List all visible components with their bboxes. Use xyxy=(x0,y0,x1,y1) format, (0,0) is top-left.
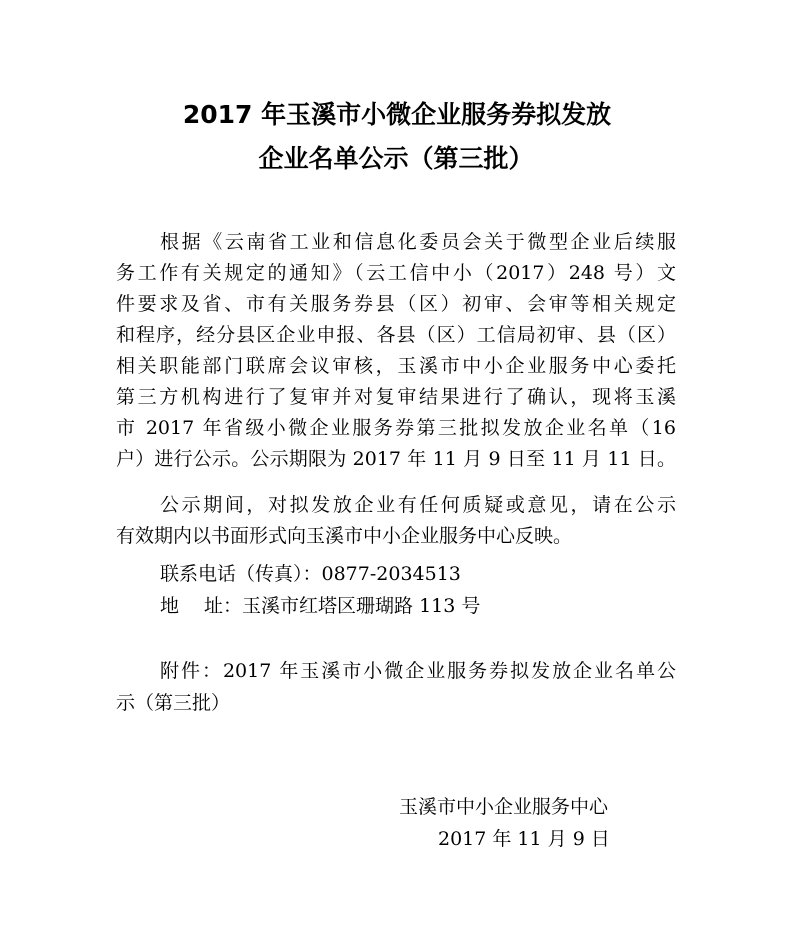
body-paragraph-2-line-2: 有效期内以书面形式向玉溪市中小企业服务中心反映。 xyxy=(116,525,573,547)
signature-date: 2017 年 11 月 9 日 xyxy=(438,828,610,850)
body-paragraph-1-line-4: 和程序，经分县区企业申报、各县（区）工信局初审、县（区） xyxy=(116,324,676,346)
document-title-line-2: 企业名单公示（第三批） xyxy=(258,144,534,173)
contact-address: 地 址：玉溪市红塔区珊瑚路 113 号 xyxy=(160,595,481,617)
contact-phone: 联系电话（传真）：0877-2034513 xyxy=(160,563,461,585)
body-paragraph-2-line-1: 公示期间，对拟发放企业有任何质疑或意见，请在公示 xyxy=(160,494,676,516)
document-title-line-1: 2017 年玉溪市小微企业服务券拟发放 xyxy=(182,100,612,129)
attachment-line-2: 示（第三批） xyxy=(116,692,231,714)
body-paragraph-1-line-8: 户）进行公示。公示期限为 2017 年 11 月 9 日至 11 月 11 日。 xyxy=(116,448,676,470)
body-paragraph-1-line-5: 相关职能部门联席会议审核，玉溪市中小企业服务中心委托 xyxy=(116,355,676,377)
body-paragraph-1-line-6: 第三方机构进行了复审并对复审结果进行了确认，现将玉溪 xyxy=(116,386,676,408)
attachment-line-1: 附件：2017 年玉溪市小微企业服务券拟发放企业名单公 xyxy=(160,660,676,682)
body-paragraph-1-line-3: 件要求及省、市有关服务券县（区）初审、会审等相关规定 xyxy=(116,293,676,315)
body-paragraph-1-line-7: 市 2017 年省级小微企业服务券第三批拟发放企业名单（16 xyxy=(116,417,676,439)
body-paragraph-1-line-2: 务工作有关规定的通知》（云工信中小（2017）248 号）文 xyxy=(116,262,676,284)
signature-organization: 玉溪市中小企业服务中心 xyxy=(399,796,609,818)
body-paragraph-1-line-1: 根据《云南省工业和信息化委员会关于微型企业后续服 xyxy=(160,231,676,253)
